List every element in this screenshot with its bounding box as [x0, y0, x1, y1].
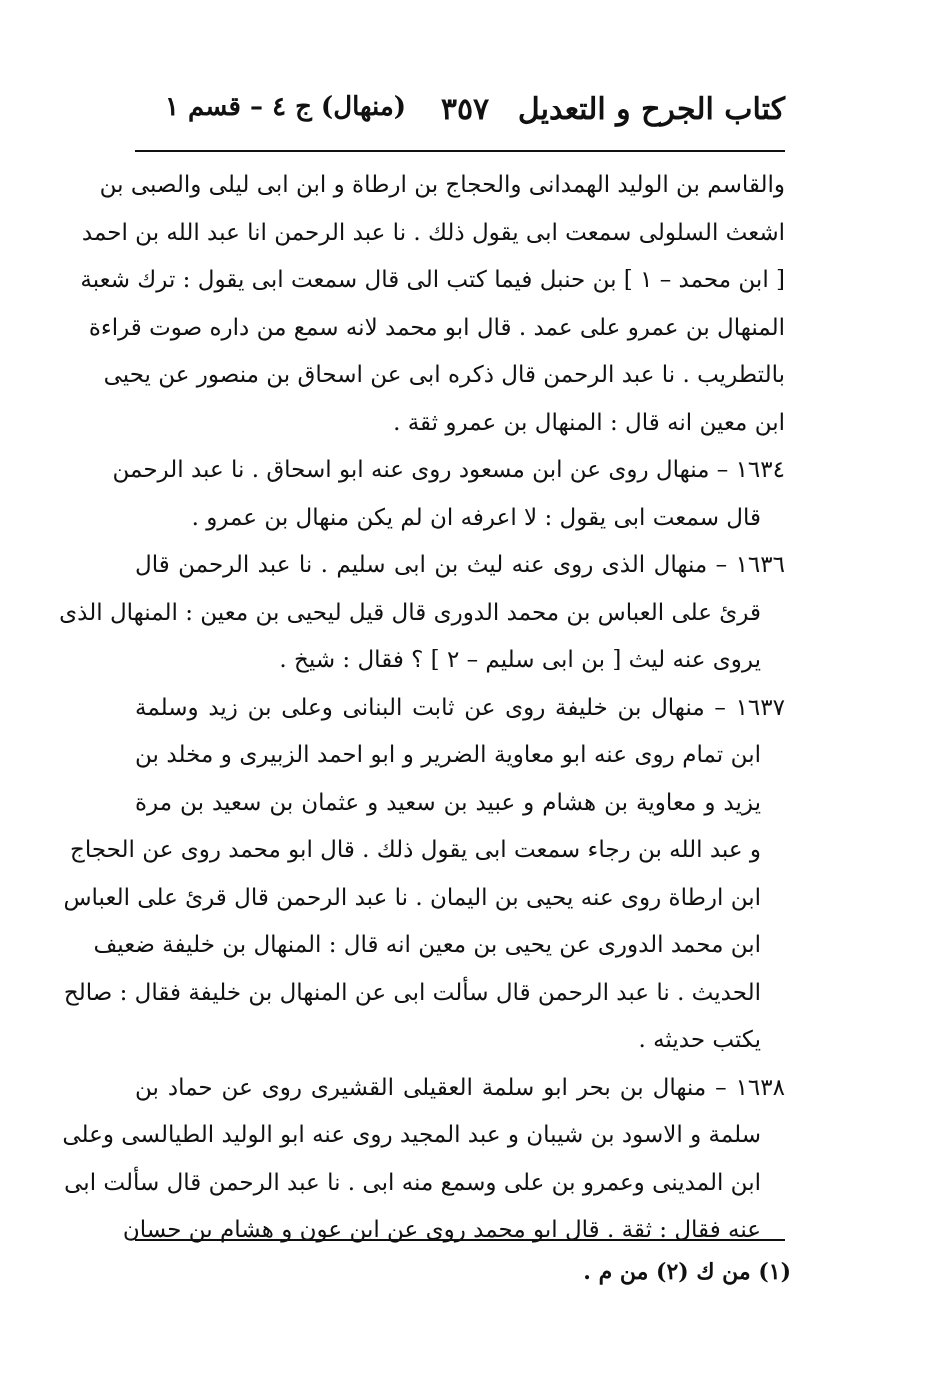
text-line: ابن معين انه قال : المنهال بن عمرو ثقة .	[393, 409, 785, 436]
text-line: عنه فقال : ثقة . قال ابو محمد روى عن ابن عون و هشام بن حسان	[122, 1217, 761, 1243]
entry-line: ١٦٣٧ – منهال بن خليفة روى عن ثابت البنانى وعلى بن زيد وسلمة	[135, 694, 785, 721]
text-line: قال سمعت ابى يقول : لا اعرفه ان لم يكن منهال بن عمرو .	[191, 504, 761, 531]
entry-line: ١٦٣٦ – منهال الذى روى عنه ليث بن ابى سليم . نا عبد الرحمن قال	[135, 552, 785, 578]
text-line: المنهال بن عمرو على عمد . قال ابو محمد لانه سمع من داره صوت قراءة	[88, 314, 785, 341]
entry-line: ١٦٣٤ – منهال روى عن ابن مسعود روى عنه ابو اسحاق . نا عبد الرحمن	[112, 457, 785, 483]
text-line: قرئ على العباس بن محمد الدورى قال قيل ليحيى بن معين : المنهال الذى	[59, 599, 761, 626]
text-line: ابن تمام روى عنه ابو معاوية الضرير و ابو احمد الزبيرى و مخلد بن	[135, 742, 761, 768]
text-line: ابن ارطاة روى عنه يحيى بن اليمان . نا عبد الرحمن قال قرئ على العباس	[63, 884, 761, 911]
text-line: يروى عنه ليث [ بن ابى سليم – ٢ ] ؟ فقال : شيخ .	[279, 647, 761, 673]
text-line: اشعث السلولى سمعت ابى يقول ذلك . نا عبد الرحمن انا عبد الله بن احمد	[81, 219, 785, 246]
header-rule	[135, 150, 785, 152]
footnote-rule	[135, 1239, 785, 1241]
text-line: ابن محمد الدورى عن يحيى بن معين انه قال : المنهال بن خليفة ضعيف	[93, 932, 761, 958]
page-number: ٣٥٧	[440, 92, 490, 127]
book-title: كتاب الجرح و التعديل	[517, 92, 785, 127]
text-line: والقاسم بن الوليد الهمدانى والحجاج بن ارطاة و ابن ابى ليلى والصبى بن	[99, 172, 785, 198]
text-line: يزيد و معاوية بن هشام و عبيد بن سعيد و عثمان بن سعيد بن مرة	[135, 789, 761, 816]
text-line: و عبد الله بن رجاء سمعت ابى يقول ذلك . قال ابو محمد روى عن الحجاج	[69, 837, 761, 863]
entry-line: ١٦٣٨ – منهال بن بحر ابو سلمة العقيلى القشيرى روى عن حماد بن	[135, 1074, 785, 1101]
footnote: (١) من ك (٢) من م .	[583, 1259, 791, 1285]
entry-reference: (منهال) ج ٤ – قسم ١	[165, 92, 407, 122]
body-text	[59, 162, 785, 1255]
text-line: ابن المدينى وعمرو بن على وسمع منه ابى . نا عبد الرحمن قال سألت ابى	[64, 1169, 761, 1196]
running-head	[135, 92, 785, 136]
text-line: يكتب حديثه .	[638, 1027, 761, 1053]
text-line: الحديث . نا عبد الرحمن قال سألت ابى عن المنهال بن خليفة فقال : صالح	[63, 979, 761, 1006]
text-line: [ ابن محمد – ١ ] بن حنبل فيما كتب الى قال سمعت ابى يقول : ترك شعبة	[80, 267, 785, 293]
text-line: بالتطريب . نا عبد الرحمن قال ذكره ابى عن اسحاق بن منصور عن يحيى	[103, 362, 785, 388]
text-line: سلمة و الاسود بن شيبان و عبد المجيد روى عنه ابو الوليد الطيالسى وعلى	[62, 1122, 761, 1148]
